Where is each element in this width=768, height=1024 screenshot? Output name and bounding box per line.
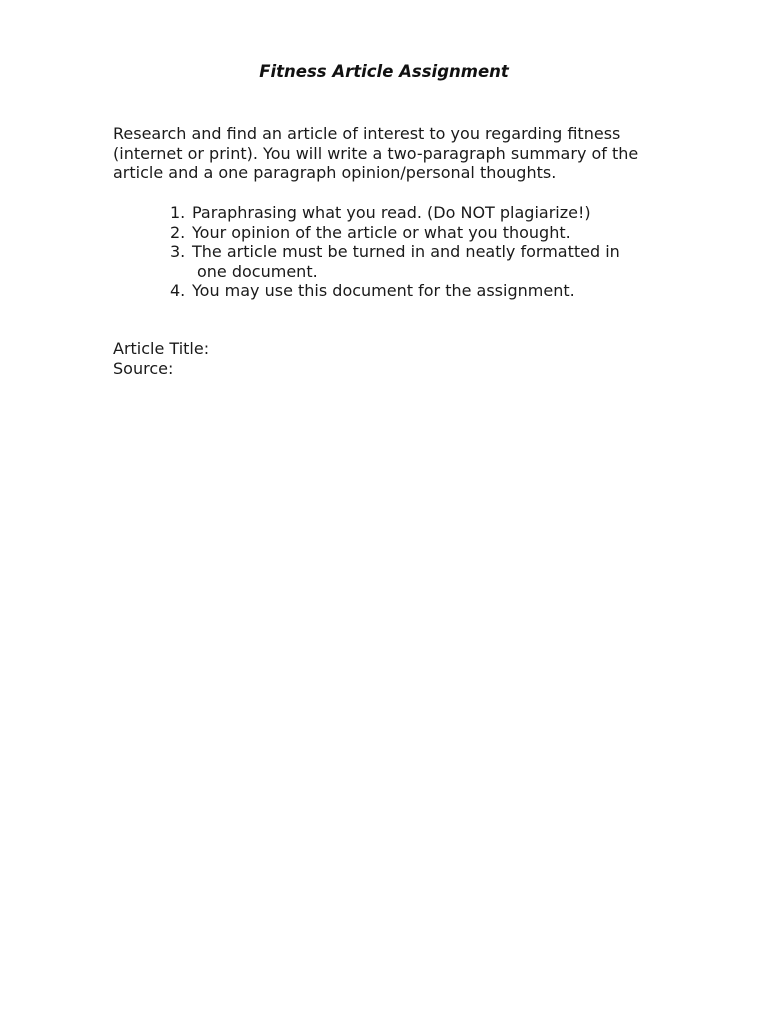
list-item bbox=[170, 223, 650, 243]
list-item-text: You may use this document for the assignment. bbox=[192, 281, 575, 300]
intro-paragraph bbox=[113, 124, 673, 183]
list-item bbox=[170, 203, 650, 223]
instructions-list bbox=[170, 203, 650, 301]
article-fields bbox=[113, 339, 209, 378]
document-title: Fitness Article Assignment bbox=[259, 62, 509, 81]
list-item-text: Your opinion of the article or what you thought. bbox=[192, 222, 571, 242]
list-item-continuation bbox=[170, 262, 650, 282]
list-item bbox=[170, 242, 650, 262]
list-item-text: The article must be turned in and neatly formatted in bbox=[192, 242, 620, 261]
list-item-number: 3. bbox=[170, 242, 186, 261]
intro-line: article and a one paragraph opinion/personal thoughts. bbox=[113, 163, 557, 182]
list-item-number: 2. bbox=[170, 222, 186, 242]
list-item-number: 1. bbox=[170, 203, 186, 222]
list-item-text: Paraphrasing what you read. (Do NOT plagiarize!) bbox=[192, 203, 591, 222]
list-item-continuation-text: one document. bbox=[197, 261, 318, 281]
intro-line: Research and find an article of interest to you regarding fitness bbox=[113, 124, 621, 143]
list-item bbox=[170, 281, 650, 301]
intro-line: (internet or print). You will write a two-paragraph summary of the bbox=[113, 143, 639, 163]
article-title-label: Article Title: bbox=[113, 339, 210, 358]
list-item-number: 4. bbox=[170, 281, 186, 300]
source-label: Source: bbox=[113, 358, 174, 378]
